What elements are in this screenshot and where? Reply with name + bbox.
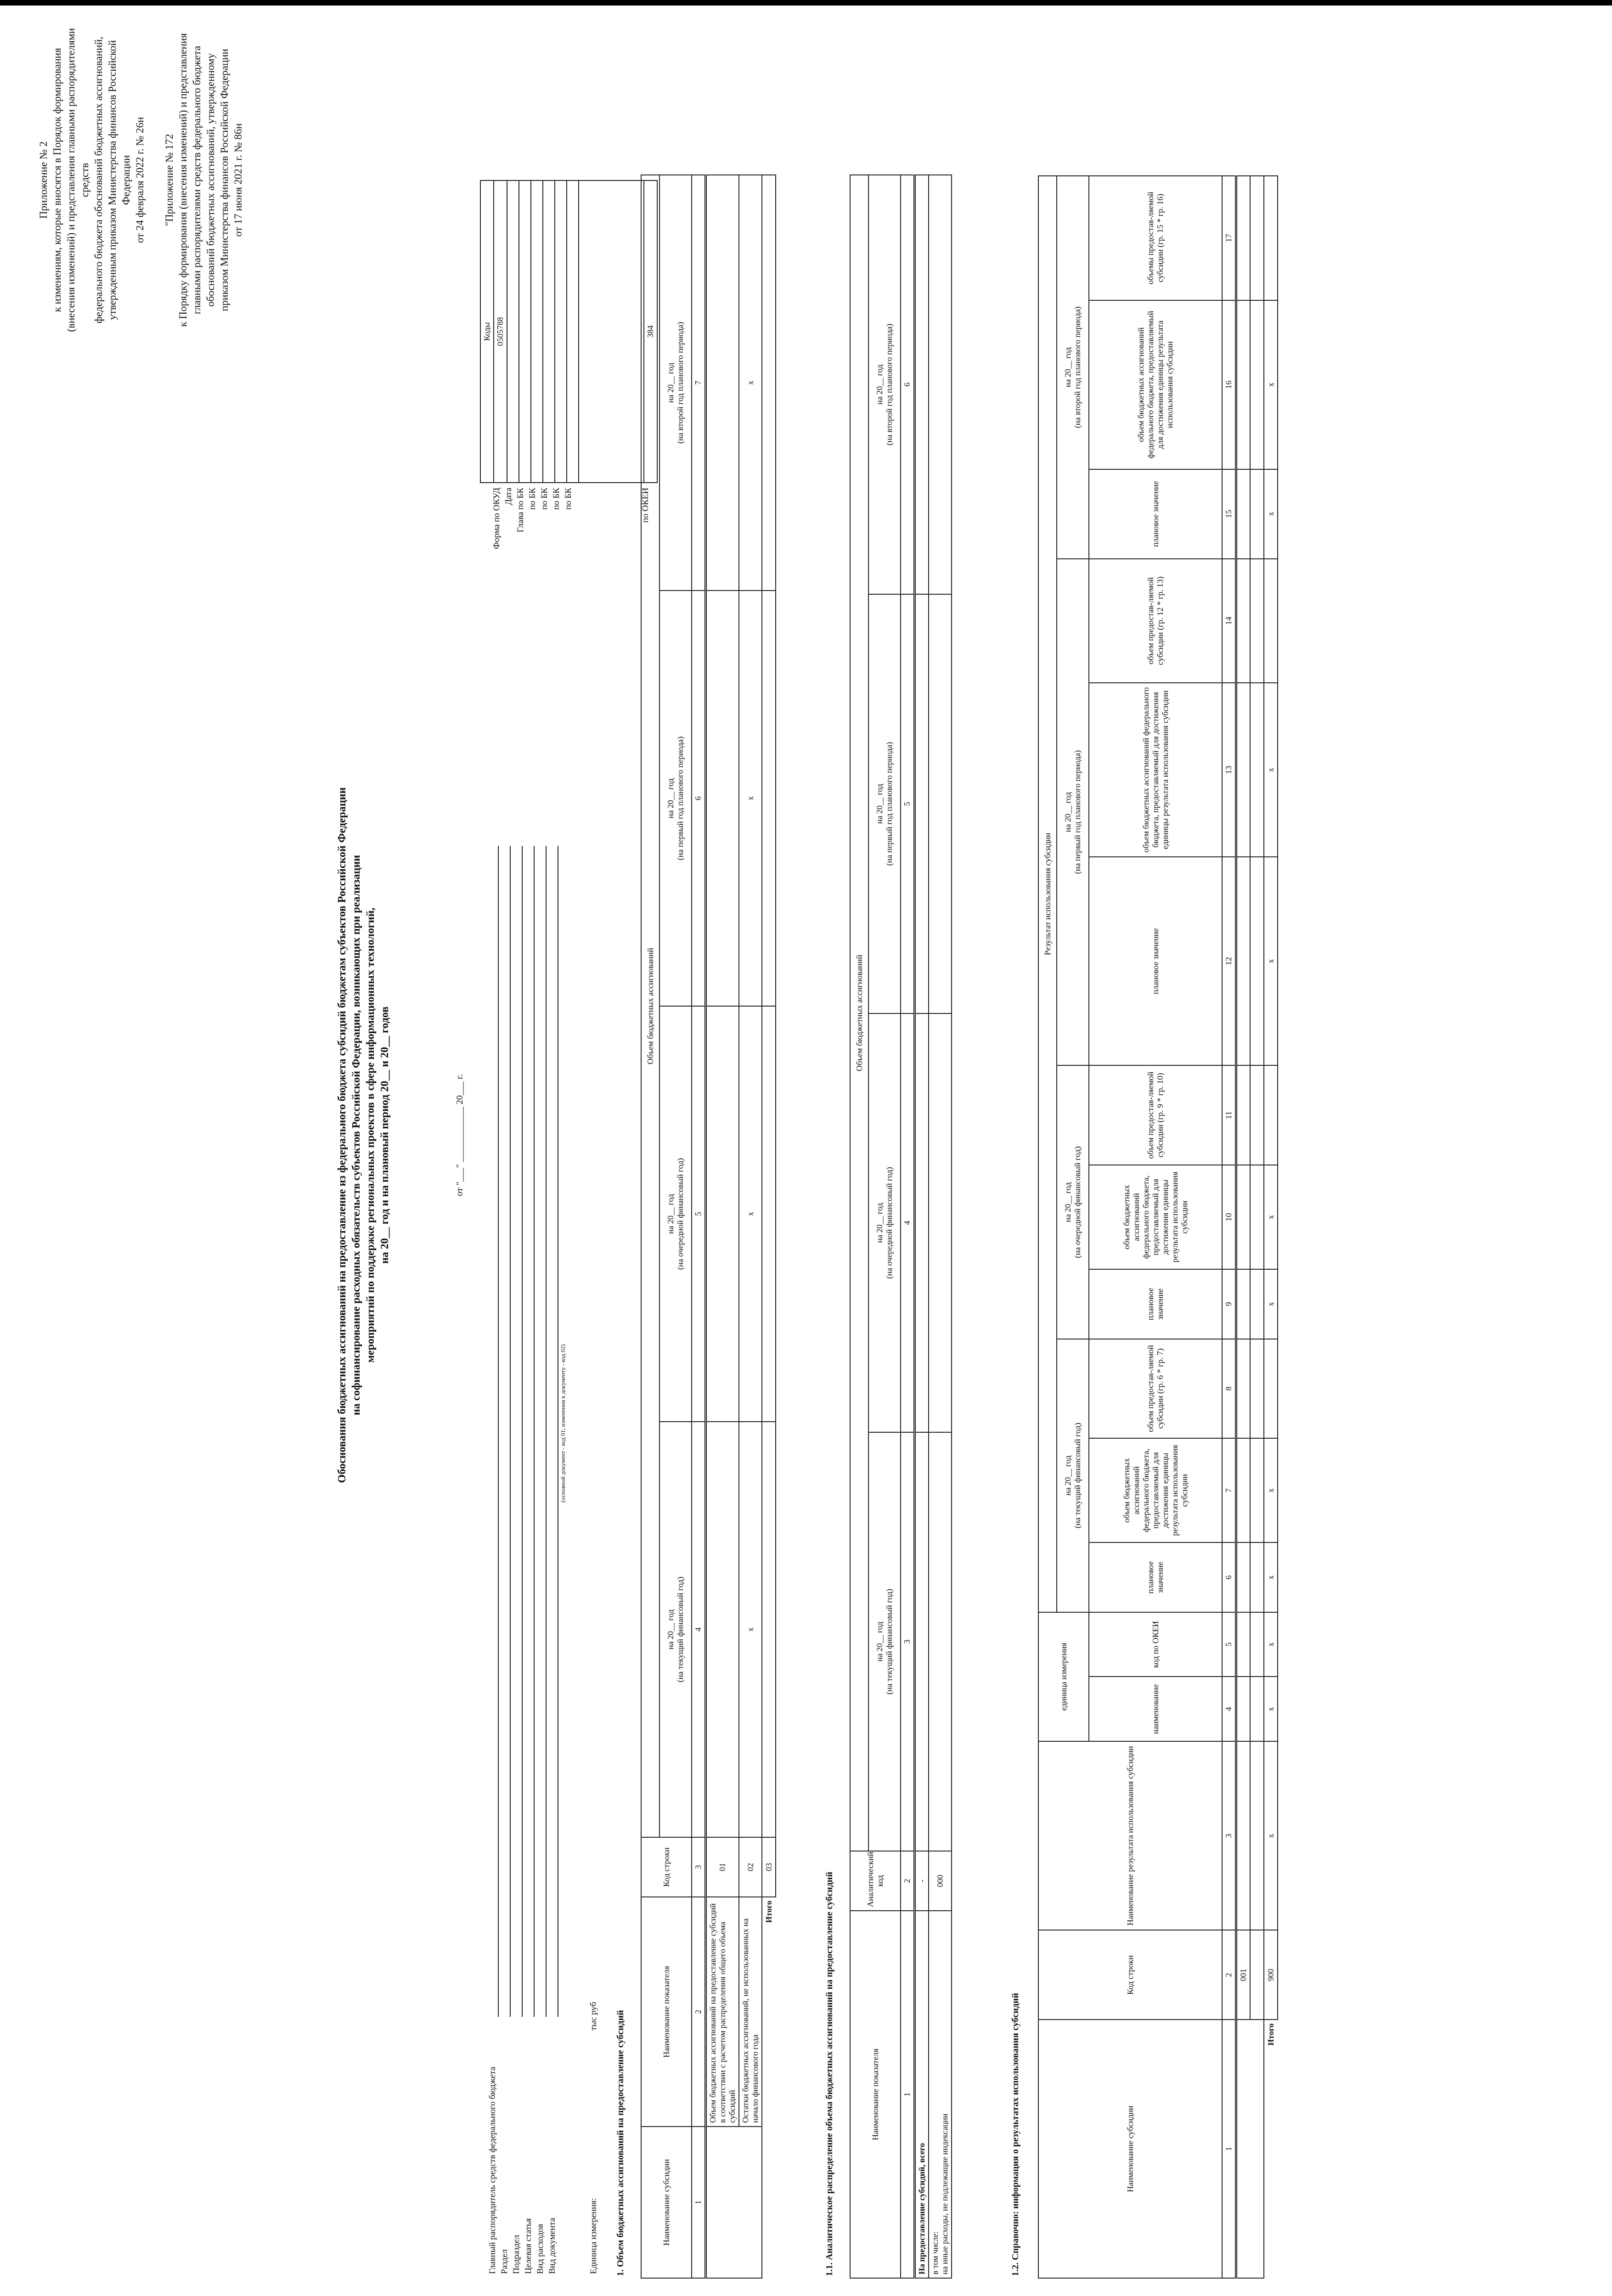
year-sub: (на первый год планового периода): [885, 742, 894, 866]
value-cell: [1264, 176, 1278, 300]
value-cell: [915, 1432, 929, 1851]
field-label-manager: Главный распорядитель средств федерального бюджета: [488, 2066, 497, 2274]
hdr-provided: объем предостав-ляемой субсидии (гр. 6 * гр. 7): [1089, 1339, 1222, 1438]
hdr-group-allocations: Объем бюджетных ассигнований: [850, 175, 868, 1851]
x-cell: x: [1264, 469, 1278, 559]
col-num: 12: [1222, 857, 1236, 1066]
approval-block: [37, 19, 245, 341]
x-cell: x: [739, 1422, 762, 1837]
year-label: на 20__ год: [666, 778, 675, 819]
field-line: [510, 846, 511, 2017]
year-sub: (на текущий финансовый год): [1073, 1423, 1082, 1529]
value-cell: [1250, 1741, 1264, 1930]
code-label: по БК: [540, 488, 549, 510]
x-cell: x: [1264, 1612, 1278, 1677]
hdr-volume: объем бюджетных ассигнований федерального бюджета, предоставляемый для достижения единицы результата использования субсидии: [1089, 1438, 1222, 1542]
hdr-unit: единица измерения: [1038, 1612, 1089, 1741]
section12-table: [1038, 175, 1278, 2279]
year-label: на 20__ год: [1063, 347, 1072, 388]
value-cell: [1250, 559, 1264, 683]
year-label: на 20__ год: [1063, 1455, 1072, 1496]
hdr-planned: плановое значение: [1089, 469, 1222, 559]
x-cell: x: [1264, 1269, 1278, 1339]
col-num: 2: [1222, 1930, 1236, 2020]
year-label: на 20__ год: [875, 783, 884, 824]
title-line: мероприятий по поддержке региональных проектов в сфере информационных технологий,: [365, 907, 377, 1363]
hdr-planned: плановое значение: [1089, 857, 1222, 1066]
hdr-year-plan2: [1057, 176, 1089, 559]
col-num: 15: [1222, 469, 1236, 559]
doc-type-code: [579, 180, 644, 483]
okei-code: 384: [644, 180, 657, 483]
doc-type-note: (основной документ - код 01; изменения к документу - код 02): [559, 1344, 566, 1503]
value-cell: [1250, 469, 1264, 559]
row-code: 000: [929, 1851, 952, 1911]
year-sub: (на очередной финансовый год): [885, 1167, 894, 1279]
section11-table: [850, 174, 952, 2279]
code-label: [575, 488, 641, 644]
x-cell: x: [739, 175, 762, 591]
value-cell: [1250, 1677, 1264, 1742]
section12-heading: 1.2. Справочно: информация о результатах использования субсидий: [1010, 1993, 1020, 2276]
hdr-provided: объем предостав-ляемой субсидии (гр. 9 * гр. 10): [1089, 1065, 1222, 1165]
col-num: 9: [1222, 1269, 1236, 1339]
title-line: Обоснования бюджетных ассигнований на предоставление из федерального бюджета субсидий бюджетам субъектов Российской Федерации: [336, 787, 348, 1483]
x-cell: x: [1264, 857, 1278, 1066]
value-cell: [1236, 1612, 1251, 1677]
value-cell: [1250, 1438, 1264, 1542]
value-cell: [929, 594, 952, 1013]
value-cell: [1236, 1269, 1251, 1339]
hdr-row-code: Код строки: [1038, 1930, 1222, 2020]
value-cell: [1236, 1339, 1251, 1438]
incl-label: на иные расходы, не подлежащие индексации: [940, 2113, 949, 2274]
x-cell: x: [1264, 1165, 1278, 1269]
hdr-volume: объем бюджетных ассигнований федерального бюджета, предоставляемый для достижения единицы результата использования субсидии: [1089, 683, 1222, 857]
total-label: Итого: [1264, 2020, 1278, 2278]
codes-labels: [480, 488, 653, 644]
appendix-line: к Порядку формирования (внесения изменений) и представления: [177, 33, 189, 327]
hdr-unit-okei: код по ОКЕИ: [1089, 1612, 1222, 1677]
hdr-year-current: [868, 1432, 901, 1851]
subsidy-name-cell: [706, 2127, 762, 2278]
appendix-line: "Приложение № 172: [163, 134, 175, 226]
year-label: на 20__ год: [875, 1621, 884, 1662]
col-num: 7: [1222, 1438, 1236, 1542]
value-cell: [929, 1432, 952, 1851]
hdr-subsidy: Наименование субсидии: [641, 2127, 692, 2278]
value-cell: [1236, 1542, 1251, 1612]
code-label: Глава по БК: [516, 488, 525, 533]
x-cell: x: [1264, 1542, 1278, 1612]
value-cell: [1236, 176, 1251, 300]
bk-code: [567, 180, 579, 483]
appendix-line: от 17 июня 2021 г. № 86н: [232, 123, 244, 237]
hdr-year-plan1: [659, 591, 692, 1006]
year-label: на 20__ год: [666, 1193, 675, 1234]
field-line: [498, 846, 499, 2017]
col-num: 6: [692, 591, 706, 1006]
glava-code: [519, 180, 531, 483]
year-label: на 20__ год: [1063, 1182, 1072, 1222]
value-cell: [1236, 469, 1251, 559]
hdr-planned: плановое значение: [1089, 1269, 1222, 1339]
col-num: 8: [1222, 1339, 1236, 1438]
document-title: [335, 469, 392, 1801]
col-num: 1: [692, 2127, 706, 2278]
row-code: 001: [1236, 1930, 1251, 2020]
year-label: на 20__ год: [875, 364, 884, 405]
row-code: 02: [739, 1837, 762, 1897]
section1-heading: 1. Объем бюджетных ассигнований на предоставление субсидий: [615, 2010, 626, 2276]
value-cell: [762, 591, 776, 1006]
unit-label: Единица измерения:: [589, 2198, 598, 2274]
col-num: 7: [692, 175, 706, 591]
col-num: 1: [1222, 2020, 1236, 2278]
value-cell: [762, 1006, 776, 1422]
value-cell: [915, 1013, 929, 1432]
hdr-volume: объем бюджетных ассигнований федерального бюджета, предоставляемый для достижения единицы результата использования субсидии: [1089, 1165, 1222, 1269]
field-label-subsection: Подраздел: [512, 2234, 521, 2274]
value-cell: [762, 1422, 776, 1837]
appendix-line: обоснований бюджетных ассигнований, утвержденному: [205, 53, 216, 307]
value-cell: [1236, 559, 1251, 683]
hdr-year-plan1: [1057, 559, 1089, 1066]
approval-line: федерального бюджета обоснований бюджетных ассигнований,: [93, 36, 104, 324]
total-code: 03: [762, 1837, 776, 1897]
field-line: [546, 846, 547, 2017]
year-sub: (на текущий финансовый год): [885, 1589, 894, 1694]
year-sub: (на текущий финансовый год): [676, 1576, 685, 1683]
section11-heading: 1.1. Аналитическое распределение объема бюджетных ассигнований на предоставление субсидий: [824, 1872, 834, 2276]
bk-code: [555, 180, 567, 483]
title-line: на софинансирование расходных обязательств субъектов Российской Федерации, возникающих при реализации: [350, 855, 362, 1416]
code-label: по БК: [564, 488, 573, 510]
col-num: 4: [692, 1422, 706, 1837]
hdr-year-plan2: [659, 175, 692, 591]
hdr-indicator: Наименование показателя: [641, 1897, 692, 2127]
year-sub: (на второй год планового периода): [676, 322, 685, 444]
year-sub: (на второй год планового периода): [885, 324, 894, 445]
value-cell: [915, 594, 929, 1013]
subsidy-name-cell: [1236, 2020, 1264, 2278]
hdr-year-plan1: [868, 594, 901, 1013]
field-label-expense-type: Вид расходов: [535, 2223, 545, 2274]
field-label-target: Целевая статья: [524, 2218, 533, 2274]
hdr-planned: плановое значение: [1089, 1542, 1222, 1612]
approval-line: утвержденным приказом Министерства финансов Российской Федерации: [107, 40, 132, 320]
row-code: -: [915, 1851, 929, 1911]
okud-code: 0505788: [494, 180, 507, 483]
col-num: 13: [1222, 683, 1236, 857]
col-num: 3: [692, 1837, 706, 1897]
col-num: 11: [1222, 1065, 1236, 1165]
hdr-volume: объем бюджетных ассигнований федерального бюджета, предоставляемый для достижения единицы результата использования субсидии: [1089, 300, 1222, 469]
hdr-year-current: [1057, 1339, 1089, 1612]
col-num: 3: [1222, 1741, 1236, 1930]
value-cell: [1264, 1339, 1278, 1438]
value-cell: [929, 175, 952, 594]
codes-table: [480, 180, 658, 483]
value-cell: [915, 175, 929, 594]
col-num: 6: [1222, 1542, 1236, 1612]
year-label: на 20__ год: [1063, 792, 1072, 833]
row-code: 01: [706, 1837, 739, 1897]
hdr-provided: объем предостав-ляемой субсидии (гр. 12 * гр. 13): [1089, 559, 1222, 683]
x-cell: x: [1264, 683, 1278, 857]
x-cell: x: [1264, 300, 1278, 469]
value-cell: [1264, 559, 1278, 683]
hdr-indicator: Наименование показателя: [850, 1911, 901, 2278]
hdr-row-code: Код строки: [641, 1837, 692, 1897]
value-cell: [1250, 1065, 1264, 1165]
code-label: Форма по ОКУД: [492, 488, 502, 549]
col-num: 14: [1222, 559, 1236, 683]
value-cell: [762, 175, 776, 591]
total-code: 900: [1264, 1930, 1278, 2020]
x-cell: x: [739, 1006, 762, 1422]
approval-line: (внесения изменений) и представления главными распорядителями средств: [65, 28, 90, 332]
value-cell: [1236, 857, 1251, 1066]
row-label: [929, 1911, 952, 2278]
approval-line: Приложение № 2: [38, 141, 49, 219]
value-cell: [929, 1013, 952, 1432]
x-cell: x: [1264, 1741, 1278, 1930]
row-label: На предоставление субсидий, всего: [915, 1911, 929, 2278]
hdr-provided: объемы предостав-ляемой субсидии (гр. 15 * гр. 16): [1089, 176, 1222, 300]
document-date: от "___" ____________ 20___ г.: [455, 1074, 465, 1196]
value-cell: [1236, 1741, 1251, 1930]
value-cell: [1250, 857, 1264, 1066]
value-cell: [1264, 1065, 1278, 1165]
hdr-subsidy: Наименование субсидии: [1038, 2020, 1222, 2278]
value-cell: [1236, 1065, 1251, 1165]
x-cell: x: [1264, 1677, 1278, 1742]
col-num: 5: [1222, 1612, 1236, 1677]
col-num: 4: [1222, 1677, 1236, 1742]
hdr-year-next: [1057, 1065, 1089, 1339]
code-label: Дата: [504, 488, 513, 505]
appendix-line: главными распорядителями средств федерального бюджета: [191, 45, 203, 315]
col-num: 4: [901, 1013, 915, 1432]
value-cell: [1250, 1930, 1264, 2020]
code-label: по БК: [528, 488, 537, 510]
row-label: Остатки бюджетных ассигнований, не использованных на начало финансового года: [739, 1897, 762, 2127]
field-line: [522, 846, 523, 2017]
year-sub: (на первый год планового периода): [1073, 750, 1082, 874]
value-cell: [1250, 1542, 1264, 1612]
section1-table: [641, 174, 776, 2279]
incl-label: в том числе:: [930, 2231, 940, 2274]
col-num: 2: [692, 1897, 706, 2127]
field-label-section: Раздел: [500, 2249, 509, 2274]
row-label: Объем бюджетных ассигнований на предоставление субсидий в соответствии с расчетом распределения общего объема субсидий: [706, 1897, 739, 2127]
value-cell: [1250, 1269, 1264, 1339]
hdr-result: Наименование результата использования субсидии: [1038, 1741, 1222, 1930]
value-cell: [1236, 1165, 1251, 1269]
year-sub: (на очередной финансовый год): [676, 1158, 685, 1270]
hdr-group-allocations: Объем бюджетных ассигнований: [641, 175, 659, 1837]
col-num: 3: [901, 1432, 915, 1851]
hdr-year-next: [659, 1006, 692, 1422]
value-cell: [706, 1422, 739, 1837]
year-label: на 20__ год: [666, 1609, 675, 1650]
value-cell: [1250, 683, 1264, 857]
col-num: 1: [901, 1911, 915, 2278]
x-cell: x: [739, 591, 762, 1006]
col-num: 16: [1222, 300, 1236, 469]
code-label: по ОКЕИ: [641, 488, 650, 523]
hdr-group-result: Результат использования субсидии: [1038, 176, 1057, 1612]
bk-code: [531, 180, 543, 483]
year-label: на 20__ год: [666, 362, 675, 403]
field-label-doc-type: Вид документа: [547, 2217, 557, 2274]
hdr-year-current: [659, 1422, 692, 1837]
col-num: 2: [901, 1851, 915, 1911]
value-cell: [1250, 176, 1264, 300]
year-sub: (на второй год планового периода): [1073, 306, 1082, 428]
value-cell: [1250, 300, 1264, 469]
year-label: на 20__ год: [875, 1203, 884, 1243]
col-num: 5: [901, 594, 915, 1013]
col-num: 5: [692, 1006, 706, 1422]
value-cell: [1250, 1165, 1264, 1269]
hdr-unit-name: наименование: [1089, 1677, 1222, 1742]
codes-header: Коды: [480, 180, 494, 483]
year-sub: (на очередной финансовый год): [1073, 1146, 1082, 1258]
approval-line: к изменениям, которые вносятся в Порядок формирования: [51, 48, 63, 312]
bk-code: [543, 180, 555, 483]
date-code: [507, 180, 519, 483]
value-cell: [706, 1006, 739, 1422]
hdr-analytic-code: Аналитический код: [850, 1851, 901, 1911]
value-cell: [1236, 1438, 1251, 1542]
col-num: 10: [1222, 1165, 1236, 1269]
value-cell: [1250, 1339, 1264, 1438]
hdr-year-next: [868, 1013, 901, 1432]
hdr-year-plan2: [868, 175, 901, 594]
value-cell: [1236, 300, 1251, 469]
value-cell: [706, 175, 739, 591]
col-num: 6: [901, 175, 915, 594]
appendix-line: приказом Министерства финансов Российской Федерации: [219, 49, 230, 311]
field-line: [534, 846, 535, 2017]
year-sub: (на первый год планового периода): [676, 736, 685, 861]
col-num: 17: [1222, 176, 1236, 300]
unit-value: тыс руб: [589, 2002, 598, 2031]
value-cell: [706, 591, 739, 1006]
total-label: Итого: [762, 1897, 776, 2278]
value-cell: [1236, 683, 1251, 857]
value-cell: [1250, 1612, 1264, 1677]
code-label: по БК: [552, 488, 561, 510]
approval-line: от 24 февраля 2022 г. № 26н: [134, 117, 146, 243]
x-cell: x: [1264, 1438, 1278, 1542]
title-line: на 20__ год и на плановый период 20__ и 20__ годов: [379, 1006, 391, 1264]
value-cell: [1236, 1677, 1251, 1742]
